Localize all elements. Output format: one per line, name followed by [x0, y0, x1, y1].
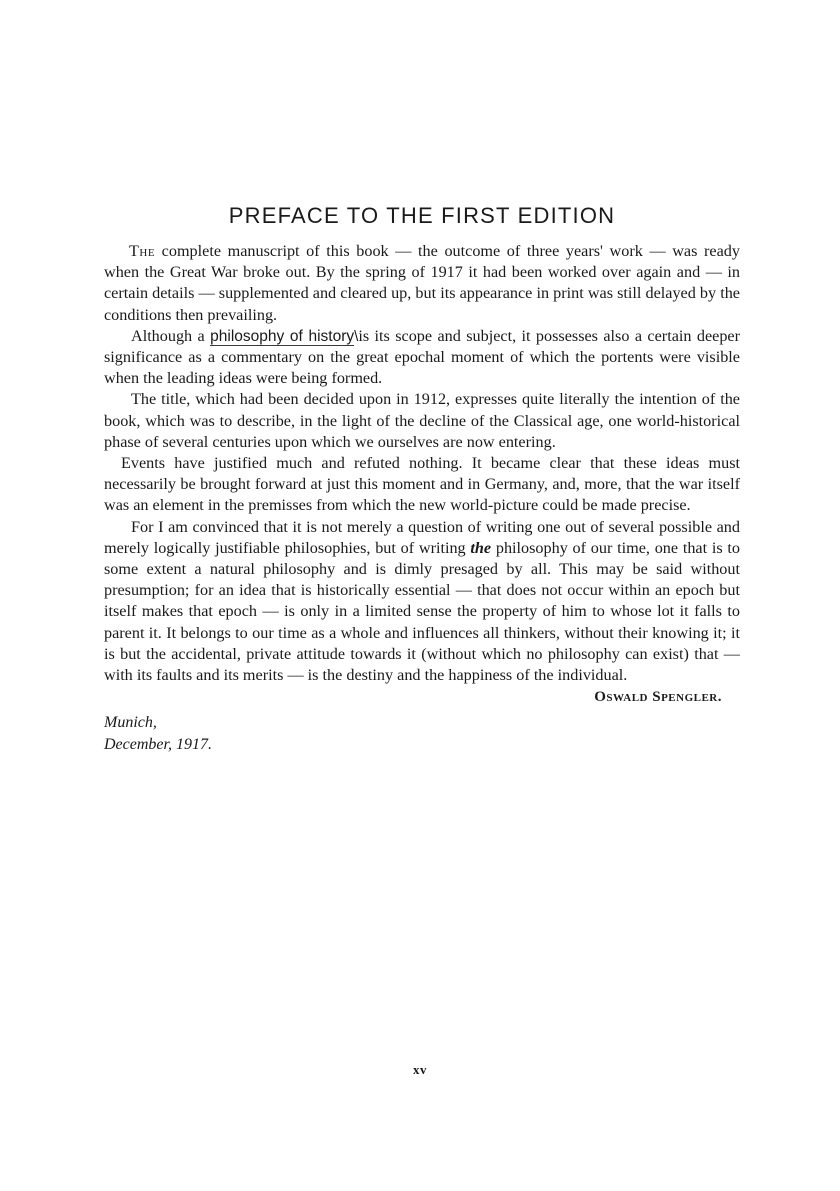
handwritten-underline-annotation: philosophy of history — [210, 327, 355, 345]
page-body — [104, 203, 740, 756]
paragraph-4-text: Events have justified much and refuted nothing. It became clear that these ideas must necessarily be brought forward at just this moment and in Germany, and, more, that the war itself was an element in the premisses from which the new world-picture could be made precise. — [104, 454, 740, 515]
paragraph-5-before: For I am convinced that it is not merely a question of writing one out of several possible and merely logically justifiable philosophies, but of writing — [104, 517, 740, 557]
paragraph-1-text: complete manuscript of this book — the outcome of three years' work — was ready when the Great War broke out. By the spring of 1917 it had been worked over again and — in certain details — supplemented and cleared up, but its appearance in print was still delayed by the conditions then prevailing. — [104, 242, 740, 324]
caret-mark: \ — [354, 327, 359, 345]
paragraph-2-before: Although a — [131, 326, 211, 345]
date: December, 1917. — [104, 736, 212, 754]
page-title: PREFACE TO THE FIRST EDITION — [228, 203, 616, 228]
paragraph-5 — [104, 517, 740, 687]
paragraph-1-lead: The — [129, 242, 156, 260]
author-signature: Oswald Spengler. — [594, 689, 722, 706]
paragraph-2 — [104, 326, 740, 390]
paragraph-3-text: The title, which had been decided upon in 1912, expresses quite literally the intention of the book, which was to describe, in the light of the decline of the Classical age, one world-historical phase of several centuries upon which we ourselves are now entering. — [104, 390, 740, 451]
paragraph-3 — [104, 389, 740, 453]
place: Munich, — [104, 714, 157, 732]
paragraph-4 — [104, 453, 740, 517]
paragraph-5-after: philosophy of our time, one that is to some extent a natural philosophy and is dimly presaged by all. This may be said without presumption; for an idea that is historically essential — that does not occur within an epoch but itself makes that epoch — is only in a limited sense the property of him to whose lot it falls to parent it. It belongs to our time as a whole and influences all thinkers, without their knowing it; it is but the accidental, private attitude towards it (without which no philosophy can exist) that — with its faults and its merits — is the destiny and the happiness of the individual. — [104, 538, 740, 685]
paragraph-5-emphasis: the — [470, 538, 492, 557]
paragraph-2-after: is its scope and subject, it possesses also a certain deeper significance as a commentary on the great epochal moment of which the portents were visible when the leading ideas were being formed. — [104, 326, 740, 388]
paragraph-1 — [104, 241, 740, 326]
page-number: xv — [413, 1062, 427, 1077]
place-date-block — [104, 712, 740, 756]
